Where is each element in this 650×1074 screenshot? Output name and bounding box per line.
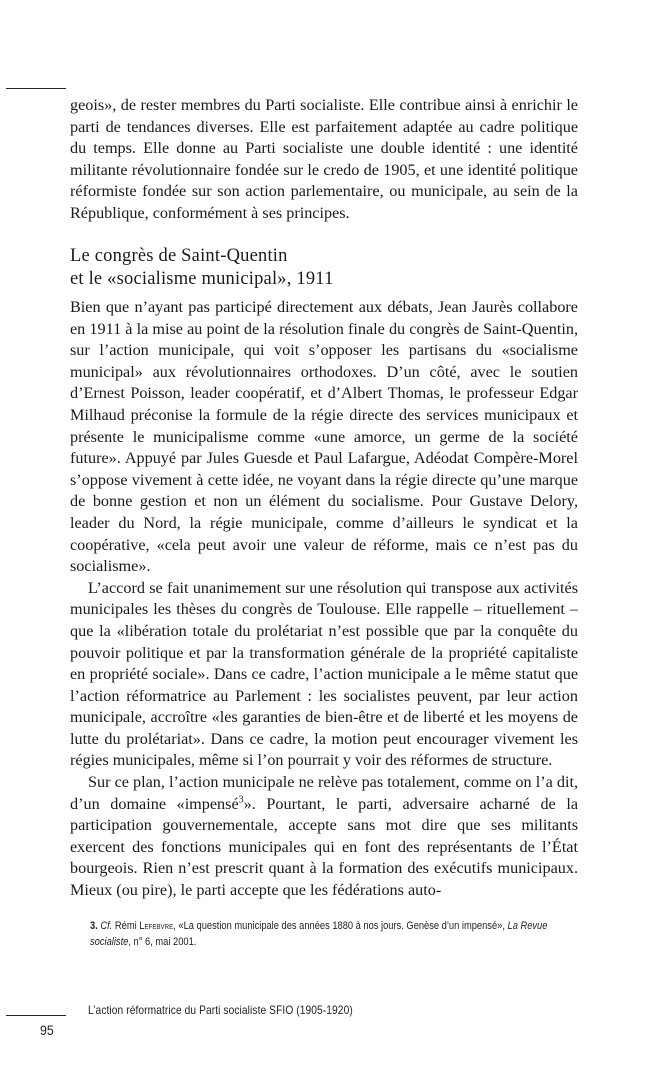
- paragraph-text: Sur ce plan, l’action municipale ne relève pas totalement, comme on l’a dit, d’un domaine «impensé: [70, 773, 578, 813]
- footnote-reference[interactable]: 3: [238, 794, 244, 806]
- footnote-author-first: Rémi: [114, 920, 137, 932]
- intro-paragraph-text: geois», de rester membres du Parti socialiste. Elle contribue ainsi à enrichir le parti de tendances diverses. Elle est parfaitement adaptée au cadre politique du temps. Elle donne au Parti socialiste une double identité : une identité militante révolutionnaire fondée sur le credo de 1905, et une identité politique réformiste fondée sur son action parlementaire, ou municipale, au sein de la République, conformément à ses principes.: [70, 96, 578, 222]
- section-body: [70, 297, 578, 902]
- page-number: 95: [40, 1022, 54, 1038]
- top-rule: [6, 88, 66, 89]
- footnote-cf: Cf.: [100, 920, 113, 932]
- footnote-title: , «La question municipale des années 1880 à nos jours. Genèse d’un impensé»,: [173, 920, 508, 932]
- section-heading-line-1: Le congrès de Saint-Quentin: [70, 246, 288, 266]
- footnote-author-last: Lefebvre: [139, 920, 174, 932]
- paragraph: [70, 772, 578, 902]
- bottom-rule: [6, 1015, 66, 1016]
- section-heading-line-2: et le «socialisme municipal», 1911: [70, 269, 334, 289]
- footnote-number: 3.: [90, 920, 98, 932]
- running-footer: L’action réformatrice du Parti socialiste SFIO (1905-1920): [88, 1004, 353, 1017]
- section-heading: [70, 245, 578, 291]
- paragraph: Bien que n’ayant pas participé directement aux débats, Jean Jaurès collabore en 1911 à la mise au point de la résolution finale du congrès de Saint-Quentin, sur l’action municipale, qui voit s’opposer les partisans du «socialisme municipal» aux révolutionnaires orthodoxes. D’un côté, avec le soutien d’Ernest Poisson, leader coopératif, et d’Albert Thomas, le professeur Edgar Milhaud préconise la formule de la régie directe des services municipaux et présente le municipalisme comme «une amorce, un germe de la société future». Appuyé par Jules Guesde et Paul Lafargue, Adéodat Compère-Morel s’oppose vivement à cette idée, ne voyant dans la régie directe qu’une marque de bonne gestion et non un élément du socialisme. Pour Gustave Delory, leader du Nord, la régie municipale, comme d’ailleurs le syndicat et la coopérative, «cela peut avoir une valeur de réforme, mais ce n’est pas du socialisme».: [70, 298, 578, 576]
- footnote-details: , n° 6, mai 2001.: [128, 936, 197, 948]
- footnote: [90, 918, 579, 950]
- paragraph: L’accord se fait unanimement sur une résolution qui transpose aux activités municipales les thèses du congrès de Toulouse. Elle rappelle – rituellement – que la «libération totale du prolétariat n’est possible que par la conquête du pouvoir politique et par la transformation générale de la propriété capitaliste en propriété sociale». Dans ce cadre, l’action municipale a le même statut que l’action réformatrice au Parlement : les socialistes peuvent, par leur action municipale, accroître «les garanties de bien-être et de liberté et les moyens de lutte du prolétariat». Dans ce cadre, la motion peut encourager vivement les régies municipales, même si l’on pourrait y voir des réformes de structure.: [70, 578, 578, 770]
- footnote-journal: La Revue socialiste: [90, 920, 548, 948]
- intro-paragraph: [70, 95, 578, 225]
- paragraph-text: ». Pourtant, le parti, adversaire acharné de la participation gouvernementale, accepte sans mot dire que ses militants exercent des fonctions municipales qui en font des représentants de l’État bourgeois. Rien n’est prescrit quant à la formation des exécutifs municipaux. Mieux (ou pire), le parti accepte que les fédérations auto-: [70, 794, 579, 900]
